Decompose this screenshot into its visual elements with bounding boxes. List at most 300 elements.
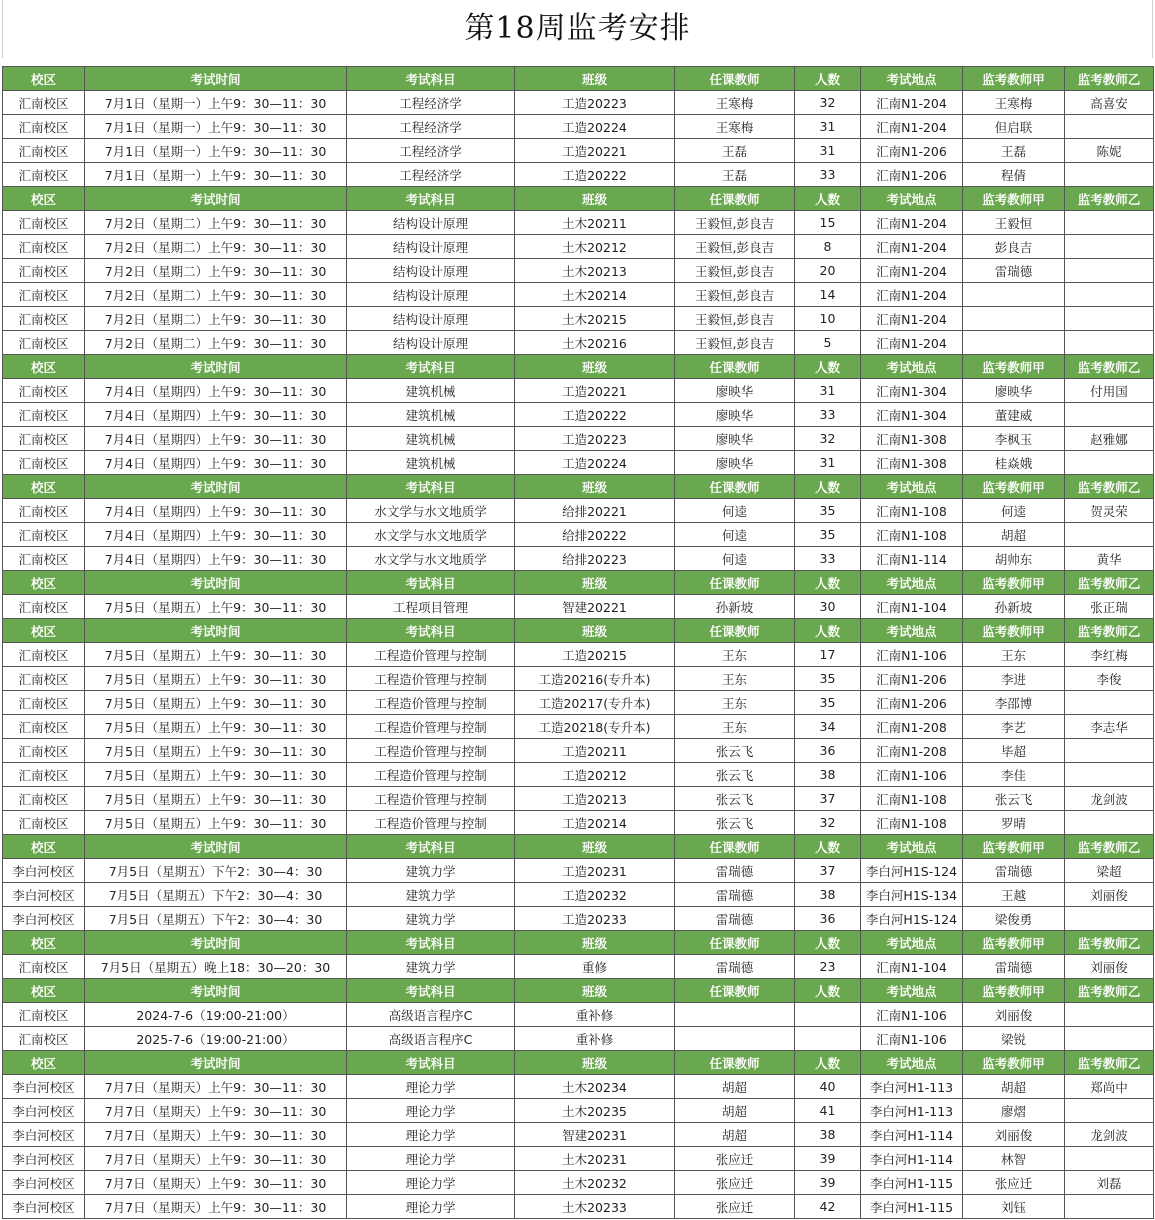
- cell-class[interactable]: 智建20231: [515, 1123, 675, 1147]
- cell-campus[interactable]: 汇南校区: [3, 715, 85, 739]
- cell-subject[interactable]: 高级语言程序C: [347, 1027, 515, 1051]
- cell-class[interactable]: 土木20216: [515, 331, 675, 355]
- cell-class[interactable]: 给排20221: [515, 499, 675, 523]
- cell-exam-time[interactable]: 7月2日（星期二）上午9：30—11：30: [85, 331, 347, 355]
- cell-location[interactable]: 汇南N1-204: [861, 91, 963, 115]
- cell-teacher[interactable]: 廖映华: [675, 403, 795, 427]
- cell-subject[interactable]: 理论力学: [347, 1075, 515, 1099]
- cell-proctor-b[interactable]: 龙剑波: [1065, 1123, 1154, 1147]
- cell-proctor-a[interactable]: 李进: [963, 667, 1065, 691]
- cell-proctor-b[interactable]: [1065, 283, 1154, 307]
- cell-campus[interactable]: 李白河校区: [3, 907, 85, 931]
- cell-teacher[interactable]: 张应迁: [675, 1147, 795, 1171]
- cell-exam-time[interactable]: 7月4日（星期四）上午9：30—11：30: [85, 547, 347, 571]
- cell-subject[interactable]: 理论力学: [347, 1195, 515, 1219]
- cell-campus[interactable]: 汇南校区: [3, 1003, 85, 1027]
- cell-exam-time[interactable]: 7月5日（星期五）下午2：30—4：30: [85, 859, 347, 883]
- cell-exam-time[interactable]: 7月5日（星期五）上午9：30—11：30: [85, 811, 347, 835]
- table-row[interactable]: [3, 283, 1154, 307]
- table-row[interactable]: [3, 1147, 1154, 1171]
- cell-count[interactable]: 32: [795, 811, 861, 835]
- cell-exam-time[interactable]: 7月1日（星期一）上午9：30—11：30: [85, 91, 347, 115]
- cell-class[interactable]: 重补修: [515, 1027, 675, 1051]
- cell-proctor-a[interactable]: 雷瑞德: [963, 955, 1065, 979]
- cell-proctor-a[interactable]: 刘丽俊: [963, 1123, 1065, 1147]
- cell-location[interactable]: 李白河H1-114: [861, 1147, 963, 1171]
- cell-exam-time[interactable]: 7月7日（星期天）上午9：30—11：30: [85, 1195, 347, 1219]
- cell-count[interactable]: 31: [795, 451, 861, 475]
- cell-exam-time[interactable]: 7月4日（星期四）上午9：30—11：30: [85, 427, 347, 451]
- cell-subject[interactable]: 理论力学: [347, 1123, 515, 1147]
- table-row[interactable]: [3, 163, 1154, 187]
- cell-class[interactable]: 土木20212: [515, 235, 675, 259]
- cell-class[interactable]: 工造20231: [515, 859, 675, 883]
- table-row[interactable]: [3, 259, 1154, 283]
- cell-location[interactable]: 汇南N1-104: [861, 595, 963, 619]
- cell-proctor-b[interactable]: [1065, 739, 1154, 763]
- cell-location[interactable]: 汇南N1-204: [861, 307, 963, 331]
- cell-class[interactable]: 工造20222: [515, 163, 675, 187]
- cell-teacher[interactable]: 何逵: [675, 547, 795, 571]
- cell-proctor-b[interactable]: [1065, 1147, 1154, 1171]
- cell-exam-time[interactable]: 7月4日（星期四）上午9：30—11：30: [85, 451, 347, 475]
- table-row[interactable]: [3, 499, 1154, 523]
- cell-class[interactable]: 工造20224: [515, 451, 675, 475]
- cell-count[interactable]: 31: [795, 379, 861, 403]
- table-row[interactable]: [3, 859, 1154, 883]
- cell-proctor-b[interactable]: 刘丽俊: [1065, 883, 1154, 907]
- cell-proctor-b[interactable]: [1065, 1027, 1154, 1051]
- table-row[interactable]: [3, 235, 1154, 259]
- cell-teacher[interactable]: 王寒梅: [675, 91, 795, 115]
- cell-subject[interactable]: 水文学与水文地质学: [347, 547, 515, 571]
- cell-class[interactable]: 工造20232: [515, 883, 675, 907]
- cell-exam-time[interactable]: 7月1日（星期一）上午9：30—11：30: [85, 115, 347, 139]
- cell-class[interactable]: 工造20214: [515, 811, 675, 835]
- cell-proctor-a[interactable]: 梁锐: [963, 1027, 1065, 1051]
- table-row[interactable]: [3, 667, 1154, 691]
- cell-proctor-b[interactable]: [1065, 211, 1154, 235]
- cell-location[interactable]: 汇南N1-204: [861, 283, 963, 307]
- cell-class[interactable]: 给排20223: [515, 547, 675, 571]
- cell-location[interactable]: 汇南N1-114: [861, 547, 963, 571]
- cell-proctor-a[interactable]: 王毅恒: [963, 211, 1065, 235]
- cell-proctor-b[interactable]: [1065, 163, 1154, 187]
- cell-class[interactable]: 工造20224: [515, 115, 675, 139]
- cell-campus[interactable]: 李白河校区: [3, 1147, 85, 1171]
- cell-location[interactable]: 汇南N1-104: [861, 955, 963, 979]
- cell-teacher[interactable]: 王毅恒,彭良吉: [675, 235, 795, 259]
- cell-proctor-a[interactable]: 王磊: [963, 139, 1065, 163]
- cell-location[interactable]: 李白河H1-113: [861, 1099, 963, 1123]
- cell-subject[interactable]: 结构设计原理: [347, 283, 515, 307]
- cell-class[interactable]: 土木20214: [515, 283, 675, 307]
- cell-subject[interactable]: 工程经济学: [347, 139, 515, 163]
- cell-class[interactable]: 工造20212: [515, 763, 675, 787]
- cell-subject[interactable]: 建筑力学: [347, 955, 515, 979]
- cell-count[interactable]: 31: [795, 139, 861, 163]
- cell-subject[interactable]: 结构设计原理: [347, 259, 515, 283]
- table-row[interactable]: [3, 811, 1154, 835]
- cell-subject[interactable]: 结构设计原理: [347, 307, 515, 331]
- cell-teacher[interactable]: 雷瑞德: [675, 859, 795, 883]
- cell-proctor-b[interactable]: 刘丽俊: [1065, 955, 1154, 979]
- cell-subject[interactable]: 结构设计原理: [347, 235, 515, 259]
- table-row[interactable]: [3, 1171, 1154, 1195]
- cell-campus[interactable]: 汇南校区: [3, 379, 85, 403]
- cell-subject[interactable]: 工程造价管理与控制: [347, 715, 515, 739]
- cell-teacher[interactable]: 廖映华: [675, 451, 795, 475]
- cell-campus[interactable]: 汇南校区: [3, 427, 85, 451]
- cell-exam-time[interactable]: 7月2日（星期二）上午9：30—11：30: [85, 259, 347, 283]
- cell-teacher[interactable]: 张应迁: [675, 1171, 795, 1195]
- cell-class[interactable]: 工造20213: [515, 787, 675, 811]
- cell-teacher[interactable]: 雷瑞德: [675, 883, 795, 907]
- table-row[interactable]: [3, 1027, 1154, 1051]
- cell-proctor-b[interactable]: [1065, 451, 1154, 475]
- cell-exam-time[interactable]: 7月2日（星期二）上午9：30—11：30: [85, 235, 347, 259]
- cell-exam-time[interactable]: 7月2日（星期二）上午9：30—11：30: [85, 211, 347, 235]
- cell-location[interactable]: 汇南N1-106: [861, 763, 963, 787]
- table-row[interactable]: [3, 1195, 1154, 1219]
- cell-proctor-b[interactable]: 陈妮: [1065, 139, 1154, 163]
- cell-proctor-a[interactable]: 胡超: [963, 523, 1065, 547]
- cell-exam-time[interactable]: 7月4日（星期四）上午9：30—11：30: [85, 499, 347, 523]
- cell-proctor-b[interactable]: 黄华: [1065, 547, 1154, 571]
- cell-campus[interactable]: 汇南校区: [3, 955, 85, 979]
- cell-proctor-a[interactable]: 桂焱娥: [963, 451, 1065, 475]
- cell-proctor-b[interactable]: 李俊: [1065, 667, 1154, 691]
- cell-campus[interactable]: 汇南校区: [3, 739, 85, 763]
- cell-proctor-a[interactable]: 王越: [963, 883, 1065, 907]
- cell-proctor-a[interactable]: 王东: [963, 643, 1065, 667]
- cell-proctor-b[interactable]: [1065, 1099, 1154, 1123]
- table-row[interactable]: [3, 523, 1154, 547]
- table-row[interactable]: [3, 1003, 1154, 1027]
- table-row[interactable]: [3, 211, 1154, 235]
- table-row[interactable]: [3, 451, 1154, 475]
- cell-count[interactable]: 33: [795, 163, 861, 187]
- cell-campus[interactable]: 汇南校区: [3, 259, 85, 283]
- cell-proctor-b[interactable]: [1065, 523, 1154, 547]
- cell-location[interactable]: 汇南N1-204: [861, 211, 963, 235]
- cell-teacher[interactable]: 雷瑞德: [675, 907, 795, 931]
- table-row[interactable]: [3, 955, 1154, 979]
- table-row[interactable]: [3, 643, 1154, 667]
- table-row[interactable]: [3, 403, 1154, 427]
- cell-class[interactable]: 工造20221: [515, 379, 675, 403]
- cell-subject[interactable]: 建筑机械: [347, 451, 515, 475]
- cell-class[interactable]: 工造20218(专升本): [515, 715, 675, 739]
- cell-campus[interactable]: 李白河校区: [3, 1075, 85, 1099]
- cell-campus[interactable]: 汇南校区: [3, 1027, 85, 1051]
- cell-count[interactable]: 35: [795, 499, 861, 523]
- cell-location[interactable]: 汇南N1-108: [861, 787, 963, 811]
- cell-campus[interactable]: 李白河校区: [3, 1171, 85, 1195]
- cell-proctor-a[interactable]: 廖映华: [963, 379, 1065, 403]
- cell-teacher[interactable]: 王毅恒,彭良吉: [675, 283, 795, 307]
- cell-exam-time[interactable]: 7月5日（星期五）上午9：30—11：30: [85, 643, 347, 667]
- cell-campus[interactable]: 李白河校区: [3, 1099, 85, 1123]
- cell-exam-time[interactable]: 2024-7-6（19:00-21:00）: [85, 1003, 347, 1027]
- cell-location[interactable]: 汇南N1-208: [861, 715, 963, 739]
- cell-campus[interactable]: 李白河校区: [3, 883, 85, 907]
- cell-class[interactable]: 土木20215: [515, 307, 675, 331]
- cell-campus[interactable]: 汇南校区: [3, 163, 85, 187]
- cell-class[interactable]: 给排20222: [515, 523, 675, 547]
- cell-teacher[interactable]: 何逵: [675, 523, 795, 547]
- cell-exam-time[interactable]: 7月2日（星期二）上午9：30—11：30: [85, 283, 347, 307]
- cell-proctor-a[interactable]: 彭良吉: [963, 235, 1065, 259]
- table-row[interactable]: [3, 883, 1154, 907]
- cell-class[interactable]: 重补修: [515, 1003, 675, 1027]
- cell-exam-time[interactable]: 7月7日（星期天）上午9：30—11：30: [85, 1123, 347, 1147]
- table-row[interactable]: [3, 91, 1154, 115]
- table-row[interactable]: [3, 763, 1154, 787]
- cell-class[interactable]: 土木20232: [515, 1171, 675, 1195]
- cell-campus[interactable]: 汇南校区: [3, 499, 85, 523]
- cell-class[interactable]: 重修: [515, 955, 675, 979]
- cell-teacher[interactable]: 雷瑞德: [675, 955, 795, 979]
- cell-proctor-b[interactable]: [1065, 331, 1154, 355]
- cell-teacher[interactable]: 张云飞: [675, 763, 795, 787]
- cell-subject[interactable]: 水文学与水文地质学: [347, 523, 515, 547]
- cell-subject[interactable]: 水文学与水文地质学: [347, 499, 515, 523]
- table-row[interactable]: [3, 715, 1154, 739]
- cell-subject[interactable]: 建筑力学: [347, 907, 515, 931]
- cell-class[interactable]: 工造20217(专升本): [515, 691, 675, 715]
- cell-proctor-a[interactable]: 程倩: [963, 163, 1065, 187]
- table-row[interactable]: [3, 115, 1154, 139]
- cell-exam-time[interactable]: 7月7日（星期天）上午9：30—11：30: [85, 1171, 347, 1195]
- cell-class[interactable]: 工造20215: [515, 643, 675, 667]
- cell-count[interactable]: 38: [795, 883, 861, 907]
- cell-class[interactable]: 工造20223: [515, 427, 675, 451]
- cell-subject[interactable]: 结构设计原理: [347, 331, 515, 355]
- cell-exam-time[interactable]: 7月1日（星期一）上午9：30—11：30: [85, 163, 347, 187]
- cell-location[interactable]: 汇南N1-206: [861, 139, 963, 163]
- cell-subject[interactable]: 建筑力学: [347, 883, 515, 907]
- cell-location[interactable]: 汇南N1-204: [861, 115, 963, 139]
- cell-location[interactable]: 汇南N1-204: [861, 331, 963, 355]
- cell-campus[interactable]: 汇南校区: [3, 691, 85, 715]
- cell-teacher[interactable]: 王毅恒,彭良吉: [675, 307, 795, 331]
- cell-proctor-b[interactable]: 梁超: [1065, 859, 1154, 883]
- cell-exam-time[interactable]: 7月7日（星期天）上午9：30—11：30: [85, 1075, 347, 1099]
- cell-proctor-a[interactable]: 李邵博: [963, 691, 1065, 715]
- cell-proctor-a[interactable]: 胡超: [963, 1075, 1065, 1099]
- cell-proctor-b[interactable]: 郑尚中: [1065, 1075, 1154, 1099]
- cell-proctor-a[interactable]: 董建威: [963, 403, 1065, 427]
- table-row[interactable]: [3, 1123, 1154, 1147]
- cell-class[interactable]: 工造20222: [515, 403, 675, 427]
- cell-proctor-a[interactable]: 孙新坡: [963, 595, 1065, 619]
- cell-location[interactable]: 汇南N1-106: [861, 643, 963, 667]
- cell-proctor-b[interactable]: [1065, 403, 1154, 427]
- cell-campus[interactable]: 汇南校区: [3, 139, 85, 163]
- cell-proctor-a[interactable]: 胡帅东: [963, 547, 1065, 571]
- cell-campus[interactable]: 汇南校区: [3, 523, 85, 547]
- cell-campus[interactable]: 汇南校区: [3, 643, 85, 667]
- cell-class[interactable]: 工造20233: [515, 907, 675, 931]
- cell-subject[interactable]: 工程造价管理与控制: [347, 811, 515, 835]
- cell-proctor-b[interactable]: 李红梅: [1065, 643, 1154, 667]
- cell-exam-time[interactable]: 2025-7-6（19:00-21:00）: [85, 1027, 347, 1051]
- cell-count[interactable]: 33: [795, 403, 861, 427]
- cell-teacher[interactable]: 王寒梅: [675, 115, 795, 139]
- cell-location[interactable]: 汇南N1-304: [861, 379, 963, 403]
- cell-proctor-b[interactable]: [1065, 1195, 1154, 1219]
- cell-location[interactable]: 李白河H1-115: [861, 1171, 963, 1195]
- cell-teacher[interactable]: 王东: [675, 715, 795, 739]
- cell-subject[interactable]: 高级语言程序C: [347, 1003, 515, 1027]
- cell-location[interactable]: 李白河H1-113: [861, 1075, 963, 1099]
- table-row[interactable]: [3, 331, 1154, 355]
- table-row[interactable]: [3, 307, 1154, 331]
- cell-teacher[interactable]: 王东: [675, 667, 795, 691]
- cell-teacher[interactable]: 王磊: [675, 139, 795, 163]
- cell-exam-time[interactable]: 7月5日（星期五）上午9：30—11：30: [85, 667, 347, 691]
- cell-proctor-a[interactable]: 雷瑞德: [963, 859, 1065, 883]
- cell-location[interactable]: 汇南N1-204: [861, 235, 963, 259]
- cell-class[interactable]: 土木20235: [515, 1099, 675, 1123]
- cell-proctor-b[interactable]: 刘磊: [1065, 1171, 1154, 1195]
- cell-campus[interactable]: 汇南校区: [3, 331, 85, 355]
- cell-campus[interactable]: 汇南校区: [3, 667, 85, 691]
- cell-teacher[interactable]: 王磊: [675, 163, 795, 187]
- cell-subject[interactable]: 工程造价管理与控制: [347, 667, 515, 691]
- table-row[interactable]: [3, 427, 1154, 451]
- cell-count[interactable]: 20: [795, 259, 861, 283]
- cell-location[interactable]: 李白河H1S-124: [861, 859, 963, 883]
- cell-campus[interactable]: 汇南校区: [3, 115, 85, 139]
- cell-subject[interactable]: 建筑机械: [347, 379, 515, 403]
- cell-exam-time[interactable]: 7月5日（星期五）上午9：30—11：30: [85, 595, 347, 619]
- cell-count[interactable]: 37: [795, 787, 861, 811]
- cell-count[interactable]: 8: [795, 235, 861, 259]
- cell-proctor-a[interactable]: 毕超: [963, 739, 1065, 763]
- cell-campus[interactable]: 汇南校区: [3, 811, 85, 835]
- cell-count[interactable]: 31: [795, 115, 861, 139]
- cell-campus[interactable]: 李白河校区: [3, 1123, 85, 1147]
- cell-count[interactable]: 32: [795, 91, 861, 115]
- cell-count[interactable]: 30: [795, 595, 861, 619]
- cell-teacher[interactable]: [675, 1027, 795, 1051]
- cell-count[interactable]: 14: [795, 283, 861, 307]
- cell-proctor-b[interactable]: 李志华: [1065, 715, 1154, 739]
- cell-location[interactable]: 汇南N1-108: [861, 523, 963, 547]
- cell-teacher[interactable]: 王东: [675, 643, 795, 667]
- cell-teacher[interactable]: 廖映华: [675, 379, 795, 403]
- cell-teacher[interactable]: 何逵: [675, 499, 795, 523]
- cell-proctor-a[interactable]: 雷瑞德: [963, 259, 1065, 283]
- cell-location[interactable]: 汇南N1-308: [861, 427, 963, 451]
- cell-location[interactable]: 李白河H1S-124: [861, 907, 963, 931]
- cell-subject[interactable]: 工程经济学: [347, 91, 515, 115]
- cell-class[interactable]: 土木20211: [515, 211, 675, 235]
- cell-count[interactable]: 40: [795, 1075, 861, 1099]
- cell-exam-time[interactable]: 7月5日（星期五）上午9：30—11：30: [85, 739, 347, 763]
- cell-location[interactable]: 汇南N1-108: [861, 811, 963, 835]
- cell-teacher[interactable]: 王东: [675, 691, 795, 715]
- cell-proctor-b[interactable]: [1065, 763, 1154, 787]
- cell-class[interactable]: 土木20233: [515, 1195, 675, 1219]
- cell-location[interactable]: 汇南N1-304: [861, 403, 963, 427]
- cell-teacher[interactable]: 胡超: [675, 1099, 795, 1123]
- cell-proctor-b[interactable]: 贺灵荣: [1065, 499, 1154, 523]
- cell-class[interactable]: 工造20211: [515, 739, 675, 763]
- cell-class[interactable]: 工造20221: [515, 139, 675, 163]
- cell-campus[interactable]: 李白河校区: [3, 1195, 85, 1219]
- cell-count[interactable]: 39: [795, 1147, 861, 1171]
- cell-campus[interactable]: 汇南校区: [3, 283, 85, 307]
- cell-count[interactable]: 39: [795, 1171, 861, 1195]
- cell-subject[interactable]: 理论力学: [347, 1099, 515, 1123]
- cell-location[interactable]: 汇南N1-108: [861, 499, 963, 523]
- cell-count[interactable]: [795, 1027, 861, 1051]
- cell-class[interactable]: 土木20231: [515, 1147, 675, 1171]
- cell-proctor-b[interactable]: [1065, 235, 1154, 259]
- table-row[interactable]: [3, 1075, 1154, 1099]
- cell-count[interactable]: 38: [795, 1123, 861, 1147]
- cell-count[interactable]: 23: [795, 955, 861, 979]
- cell-teacher[interactable]: 张云飞: [675, 811, 795, 835]
- cell-campus[interactable]: 汇南校区: [3, 211, 85, 235]
- table-row[interactable]: [3, 547, 1154, 571]
- cell-proctor-a[interactable]: 罗晴: [963, 811, 1065, 835]
- cell-teacher[interactable]: 王毅恒,彭良吉: [675, 211, 795, 235]
- cell-proctor-b[interactable]: 高喜安: [1065, 91, 1154, 115]
- cell-proctor-a[interactable]: 张应迁: [963, 1171, 1065, 1195]
- cell-teacher[interactable]: 张云飞: [675, 787, 795, 811]
- cell-count[interactable]: 36: [795, 907, 861, 931]
- cell-count[interactable]: 41: [795, 1099, 861, 1123]
- cell-subject[interactable]: 工程造价管理与控制: [347, 739, 515, 763]
- cell-teacher[interactable]: 胡超: [675, 1123, 795, 1147]
- cell-count[interactable]: 33: [795, 547, 861, 571]
- cell-location[interactable]: 汇南N1-106: [861, 1003, 963, 1027]
- cell-proctor-a[interactable]: [963, 331, 1065, 355]
- cell-count[interactable]: 35: [795, 523, 861, 547]
- cell-proctor-b[interactable]: [1065, 811, 1154, 835]
- cell-proctor-a[interactable]: 梁俊勇: [963, 907, 1065, 931]
- cell-campus[interactable]: 汇南校区: [3, 547, 85, 571]
- cell-subject[interactable]: 工程造价管理与控制: [347, 643, 515, 667]
- cell-subject[interactable]: 工程经济学: [347, 163, 515, 187]
- cell-campus[interactable]: 汇南校区: [3, 763, 85, 787]
- cell-count[interactable]: 10: [795, 307, 861, 331]
- cell-campus[interactable]: 汇南校区: [3, 235, 85, 259]
- cell-campus[interactable]: 汇南校区: [3, 451, 85, 475]
- cell-proctor-b[interactable]: [1065, 691, 1154, 715]
- table-row[interactable]: [3, 787, 1154, 811]
- cell-proctor-a[interactable]: 李佳: [963, 763, 1065, 787]
- cell-proctor-a[interactable]: 但启联: [963, 115, 1065, 139]
- cell-count[interactable]: 35: [795, 667, 861, 691]
- table-row[interactable]: [3, 739, 1154, 763]
- cell-proctor-b[interactable]: [1065, 259, 1154, 283]
- cell-proctor-b[interactable]: 张正瑞: [1065, 595, 1154, 619]
- cell-subject[interactable]: 工程造价管理与控制: [347, 763, 515, 787]
- cell-proctor-a[interactable]: 何逵: [963, 499, 1065, 523]
- cell-subject[interactable]: 结构设计原理: [347, 211, 515, 235]
- cell-campus[interactable]: 汇南校区: [3, 91, 85, 115]
- cell-location[interactable]: 汇南N1-206: [861, 691, 963, 715]
- cell-exam-time[interactable]: 7月5日（星期五）上午9：30—11：30: [85, 787, 347, 811]
- cell-proctor-a[interactable]: [963, 283, 1065, 307]
- cell-proctor-b[interactable]: [1065, 1003, 1154, 1027]
- cell-exam-time[interactable]: 7月7日（星期天）上午9：30—11：30: [85, 1099, 347, 1123]
